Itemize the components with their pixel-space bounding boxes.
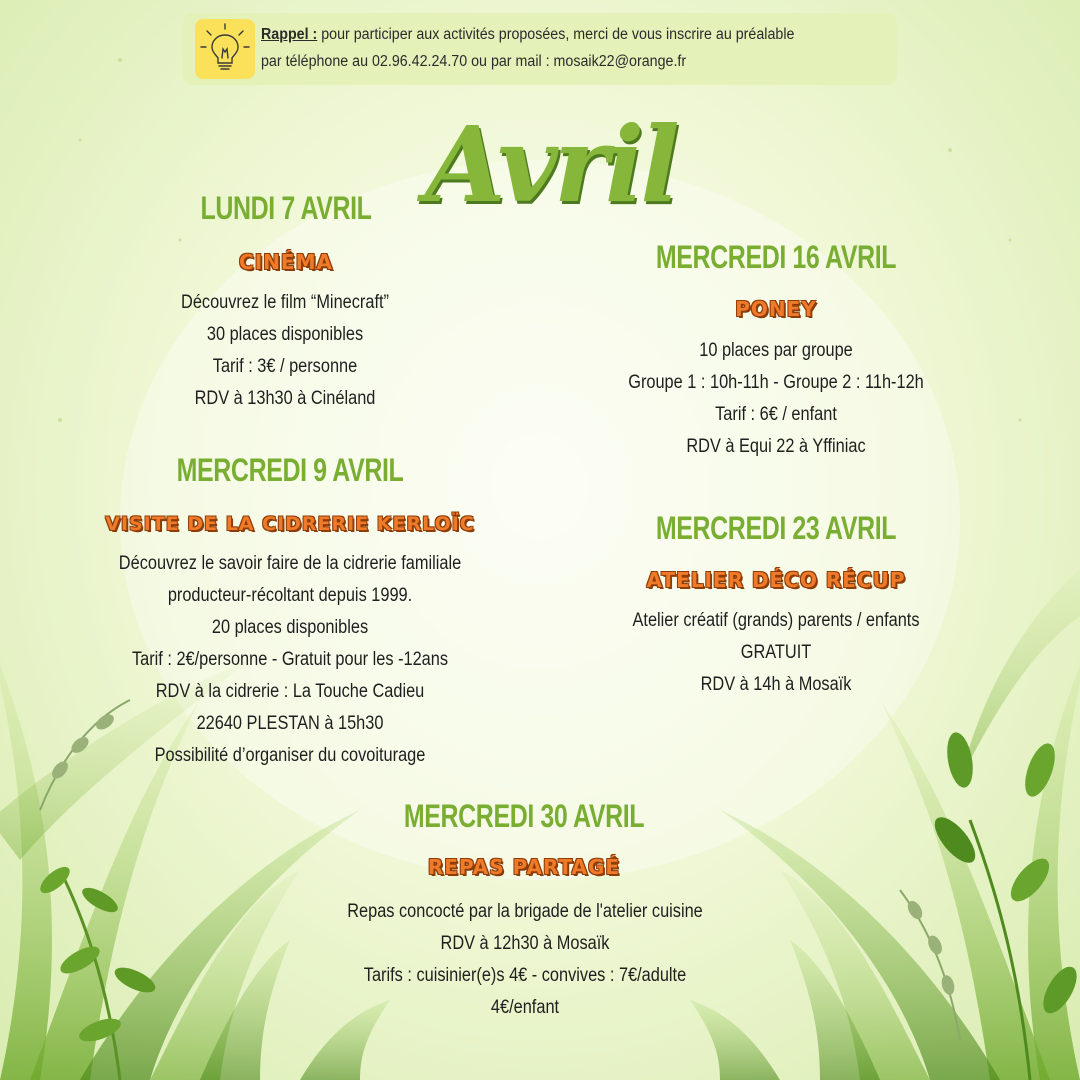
event-3-details (595, 335, 956, 463)
event-5-activity: REPAS PARTAGÉ (427, 855, 621, 879)
event-2-detail-line: 22640 PLESTAN à 15h30 (196, 713, 384, 734)
event-3-date: MERCREDI 16 AVRIL (655, 239, 897, 275)
event-1-detail-line: Tarif : 3€ / personne (212, 356, 358, 377)
event-2-detail-line: producteur-récoltant depuis 1999. (167, 585, 413, 606)
event-4-activity: ATELIER DÉCO RÉCUP (646, 568, 906, 592)
event-4-date: MERCREDI 23 AVRIL (655, 510, 897, 546)
event-5-detail-line: Tarifs : cuisinier(e)s 4€ - convives : 7€/adulte (363, 965, 687, 986)
event-2-details (75, 548, 505, 772)
event-1-detail-line: Découvrez le film “Minecraft” (181, 292, 389, 313)
event-2-detail-line: 20 places disponibles (211, 617, 369, 638)
reminder-banner (183, 13, 897, 85)
event-2-detail-line: Tarif : 2€/personne - Gratuit pour les -12ans (131, 649, 449, 670)
reminder-text (261, 21, 841, 75)
event-3-detail-line: RDV à Equi 22 à Yffiniac (686, 436, 866, 457)
month-title: Avril (425, 103, 676, 226)
event-3-detail-line: Groupe 1 : 10h-11h - Groupe 2 : 11h-12h (628, 372, 924, 393)
event-4-detail-line: Atelier créatif (grands) parents / enfants (632, 610, 920, 631)
event-3-detail-line: Tarif : 6€ / enfant (715, 404, 837, 425)
event-4-detail-line: GRATUIT (740, 642, 812, 663)
reminder-line-2: par téléphone au 02.96.42.24.70 ou par mail : mosaik22@orange.fr (261, 53, 687, 70)
event-5-date: MERCREDI 30 AVRIL (403, 798, 645, 834)
event-2-detail-line: RDV à la cidrerie : La Touche Cadieu (155, 681, 425, 702)
event-1-details (117, 287, 452, 415)
event-3-activity: PONEY (735, 297, 817, 321)
event-1-detail-line: RDV à 13h30 à Cinéland (194, 388, 376, 409)
event-2-detail-line: Découvrez le savoir faire de la cidrerie familiale (118, 553, 462, 574)
event-5-detail-line: 4€/enfant (490, 997, 560, 1018)
reminder-line-1: pour participer aux activités proposées, merci de vous inscrire au préalable (321, 26, 795, 43)
event-1-date: LUNDI 7 AVRIL (200, 190, 372, 226)
event-4-detail-line: RDV à 14h à Mosaïk (700, 674, 852, 695)
event-2-detail-line: Possibilité d’organiser du covoiturage (154, 745, 426, 766)
event-5-details (332, 896, 719, 1024)
reminder-lead: Rappel : (261, 26, 318, 43)
event-2-activity: VISITE DE LA CIDRERIE KERLOÏC (105, 513, 475, 535)
lightbulb-icon (195, 19, 255, 79)
event-2-date: MERCREDI 9 AVRIL (176, 452, 404, 488)
event-3-detail-line: 10 places par groupe (699, 340, 853, 361)
event-1-activity: CINÉMA (239, 250, 333, 274)
event-1-detail-line: 30 places disponibles (206, 324, 364, 345)
event-5-detail-line: Repas concocté par la brigade de l'atelier cuisine (347, 901, 703, 922)
event-4-details (604, 605, 948, 701)
event-5-detail-line: RDV à 12h30 à Mosaïk (440, 933, 610, 954)
